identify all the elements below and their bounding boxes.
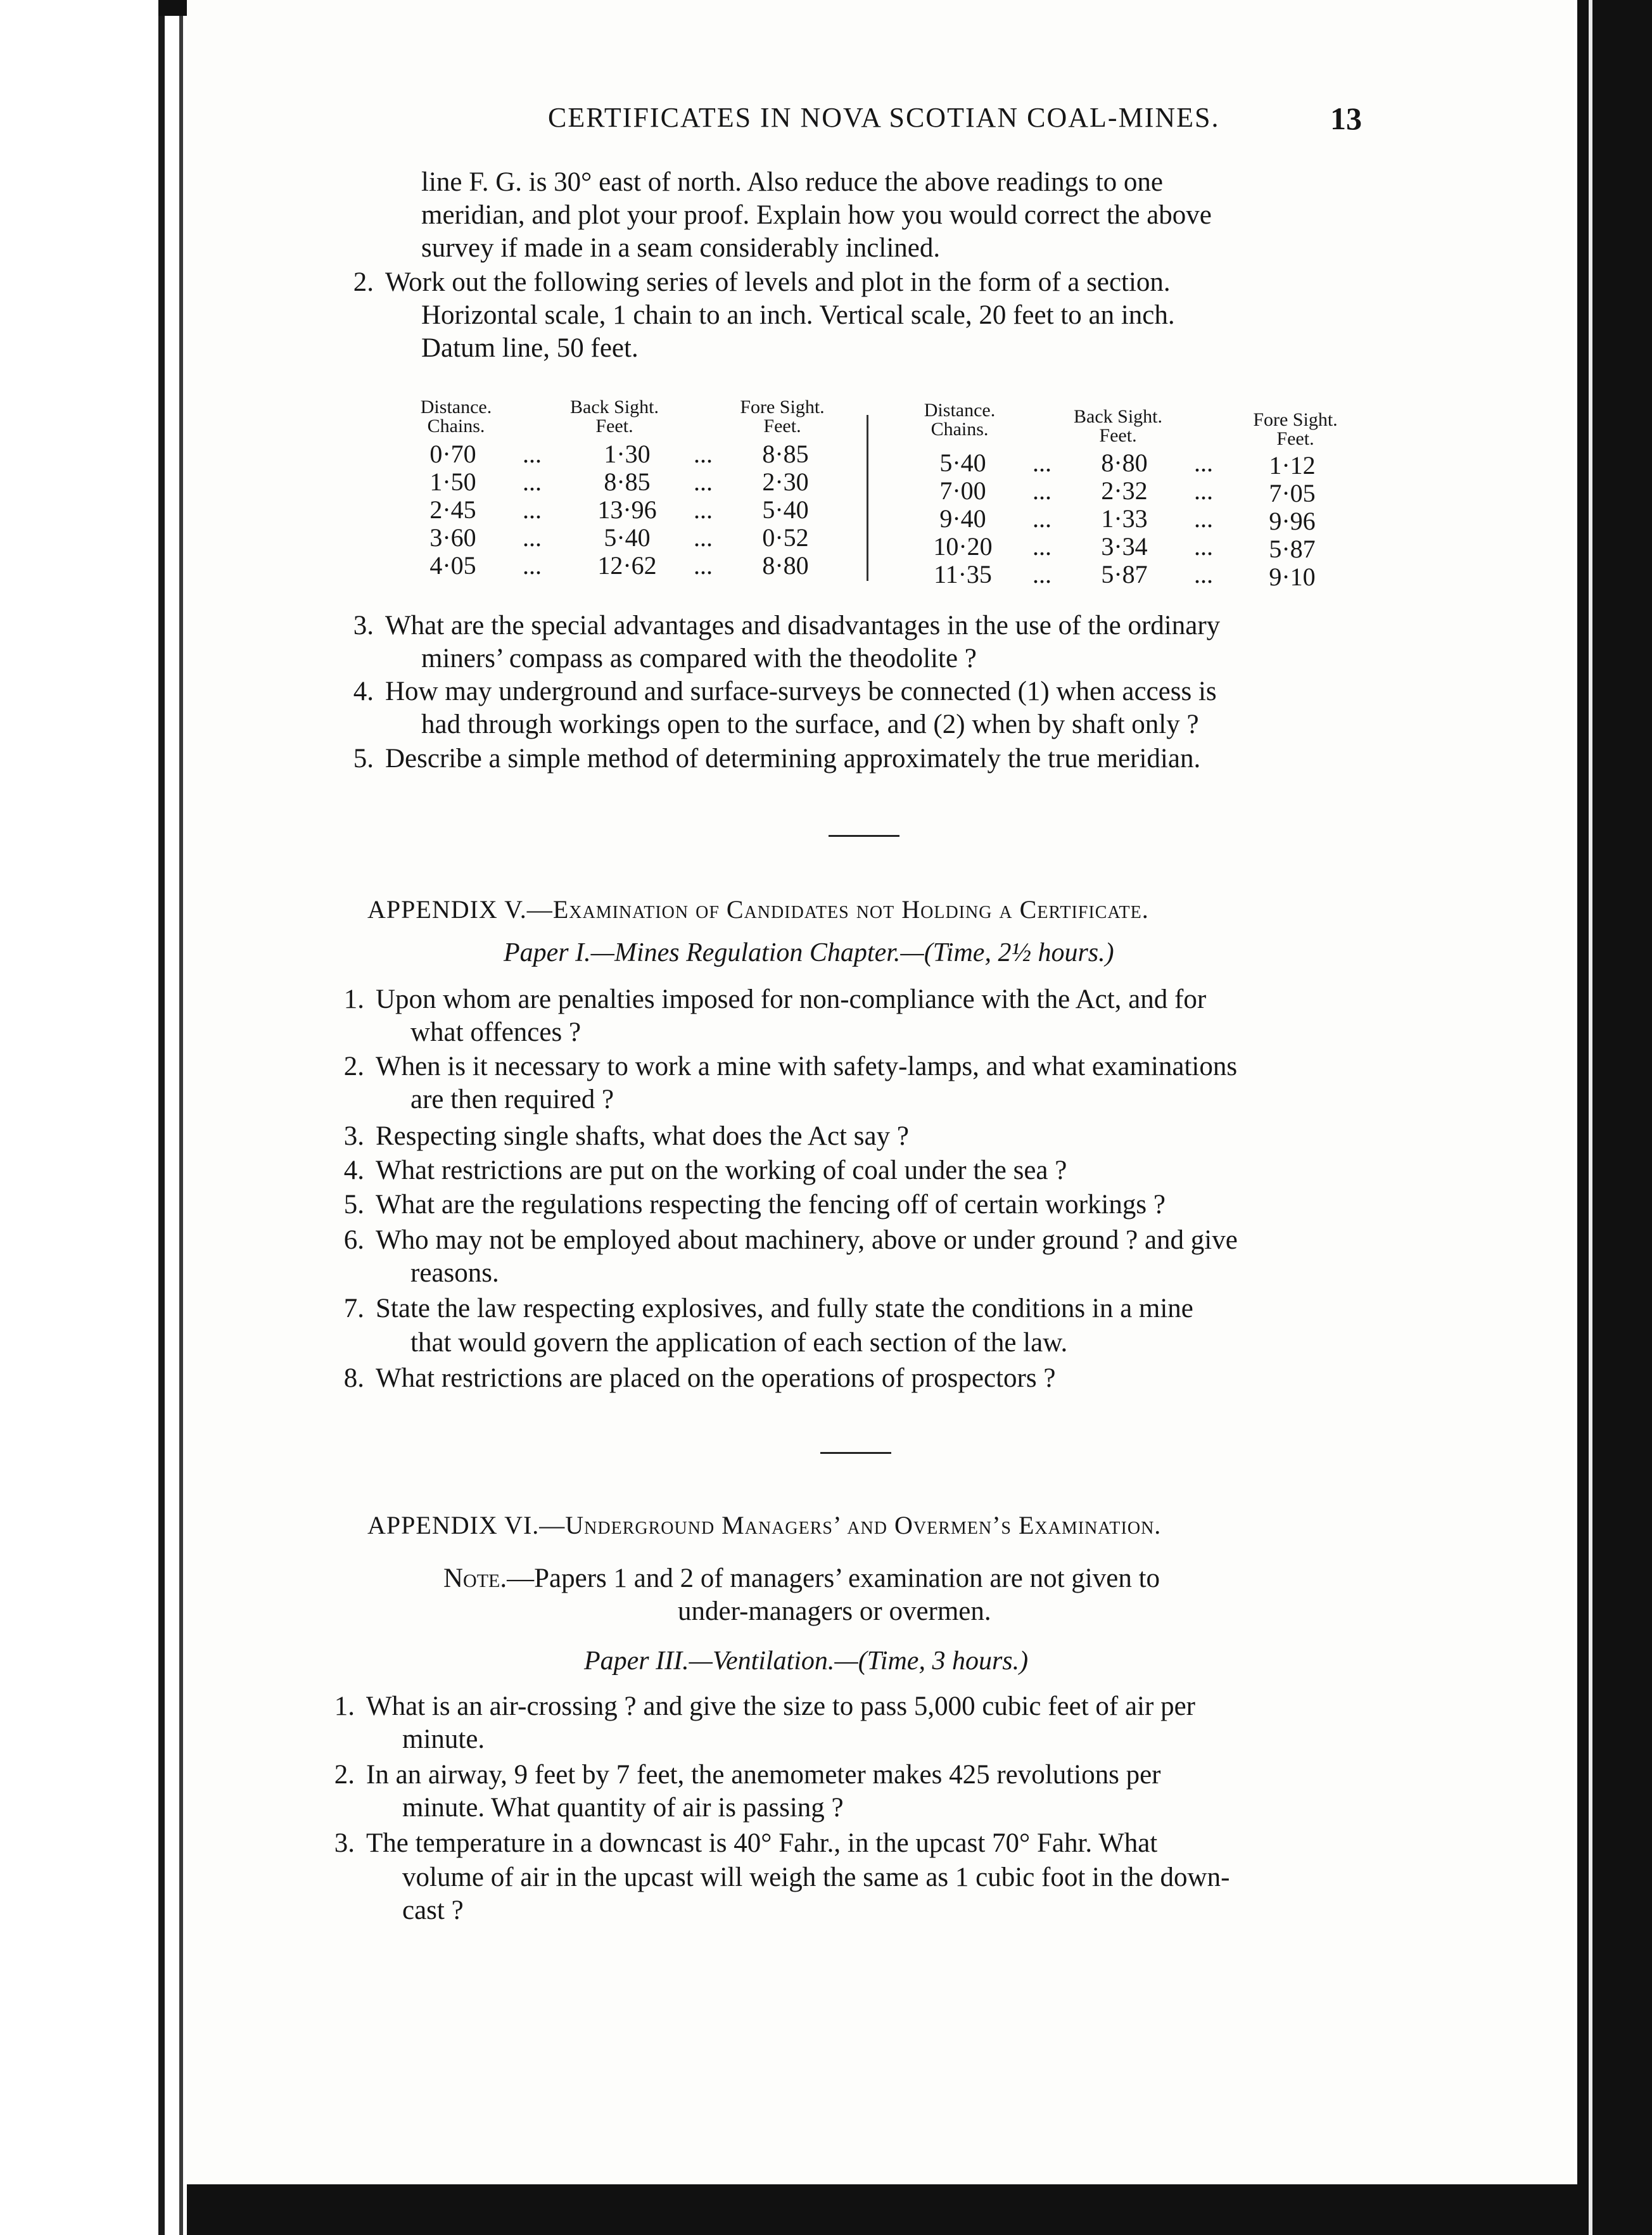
text-line: survey if made in a seam considerably inclined. bbox=[421, 233, 941, 263]
leader-dots: ... bbox=[1032, 560, 1052, 589]
text-line: minute. bbox=[402, 1724, 485, 1754]
question-3: 3. What are the special advantages and disadvantages in the use of the ordinary bbox=[353, 611, 1221, 640]
table-cell: 7·00 bbox=[939, 476, 986, 505]
leader-dots: ... bbox=[523, 440, 542, 468]
table-cell: 5·87 bbox=[1269, 535, 1316, 563]
table-cell: 2·30 bbox=[762, 468, 809, 496]
scan-left-margin bbox=[0, 0, 184, 2235]
section-separator bbox=[820, 1452, 891, 1454]
book-page bbox=[187, 0, 1574, 2235]
table-cell: 4·05 bbox=[429, 551, 476, 580]
question-2: 2. When is it necessary to work a mine with safety-lamps, and what examinations bbox=[343, 1052, 1238, 1081]
table-cell: 5·87 bbox=[1101, 560, 1148, 589]
paper-heading: Paper III.—Ventilation.—(Time, 3 hours.) bbox=[584, 1646, 1029, 1676]
page-number: 13 bbox=[1330, 101, 1362, 136]
scan-bottom-edge bbox=[187, 2184, 1580, 2235]
text-line: Datum line, 50 feet. bbox=[421, 333, 639, 363]
running-head: CERTIFICATES IN NOVA SCOTIAN COAL-MINES. bbox=[548, 102, 1220, 133]
question-8: 8. What restrictions are placed on the operations of prospectors ? bbox=[343, 1363, 1056, 1393]
question-4: 4. How may underground and surface-surveys be connected (1) when access is bbox=[353, 677, 1217, 706]
leader-dots: ... bbox=[1194, 504, 1213, 533]
table-cell: 1·12 bbox=[1269, 451, 1316, 480]
header-back-sight: Back Sight. Feet. bbox=[570, 397, 659, 436]
table-cell: 12·62 bbox=[597, 551, 657, 580]
leader-dots: ... bbox=[1032, 449, 1052, 477]
table-cell: 3·34 bbox=[1101, 532, 1148, 561]
table-cell: 9·96 bbox=[1269, 507, 1316, 535]
text-line: what offences ? bbox=[410, 1017, 581, 1047]
leader-dots: ... bbox=[1194, 476, 1213, 505]
text-line: that would govern the application of each section of the law. bbox=[410, 1328, 1068, 1358]
question-3: 3. The temperature in a downcast is 40° Fahr., in the upcast 70° Fahr. What bbox=[334, 1828, 1158, 1858]
text-line: meridian, and plot your proof. Explain how you would correct the above bbox=[421, 200, 1212, 230]
paper-heading: Paper I.—Mines Regulation Chapter.—(Time, 2½ hours.) bbox=[504, 938, 1114, 967]
text-line: are then required ? bbox=[410, 1085, 614, 1114]
leader-dots: ... bbox=[694, 440, 713, 468]
table-cell: 9·40 bbox=[939, 504, 986, 533]
table-cell: 0·52 bbox=[762, 523, 809, 552]
text-line: cast ? bbox=[402, 1895, 464, 1925]
leader-dots: ... bbox=[694, 468, 713, 496]
text-line: Horizontal scale, 1 chain to an inch. Vertical scale, 20 feet to an inch. bbox=[421, 300, 1175, 330]
header-distance: Distance. Chains. bbox=[420, 397, 492, 436]
leader-dots: ... bbox=[1194, 449, 1213, 477]
leader-dots: ... bbox=[523, 468, 542, 496]
table-cell: 0·70 bbox=[429, 440, 476, 468]
binding-rule-inner bbox=[179, 0, 183, 2235]
table-cell: 5·40 bbox=[762, 495, 809, 524]
question-5: 5. What are the regulations respecting the fencing off of certain workings ? bbox=[343, 1190, 1166, 1219]
leader-dots: ... bbox=[523, 551, 542, 580]
text-line: minute. What quantity of air is passing ? bbox=[402, 1793, 844, 1823]
appendix-vi-heading: APPENDIX VI.—Underground Managers’ and Overmen’s Examination. bbox=[367, 1511, 1162, 1539]
scan-right-edge-line bbox=[1589, 0, 1592, 2235]
text-line: had through workings open to the surface, and (2) when by shaft only ? bbox=[421, 710, 1199, 739]
leader-dots: ... bbox=[1032, 476, 1052, 505]
leader-dots: ... bbox=[694, 551, 713, 580]
table-cell: 5·40 bbox=[939, 449, 986, 477]
table-cell: 3·60 bbox=[429, 523, 476, 552]
table-cell: 10·20 bbox=[933, 532, 993, 561]
table-cell: 11·35 bbox=[934, 560, 992, 589]
leader-dots: ... bbox=[1032, 532, 1052, 561]
table-cell: 8·80 bbox=[762, 551, 809, 580]
question-2 bbox=[339, 266, 1171, 299]
question-text: Work out the following series of levels and plot in the form of a section. bbox=[385, 267, 1171, 297]
note-line: Note.—Papers 1 and 2 of managers’ examination are not given to bbox=[443, 1563, 1160, 1593]
question-number: 2. bbox=[353, 267, 374, 297]
text-line: miners’ compass as compared with the theodolite ? bbox=[421, 644, 977, 673]
leader-dots: ... bbox=[1194, 560, 1213, 589]
table-cell: 7·05 bbox=[1269, 479, 1316, 507]
question-2: 2. In an airway, 9 feet by 7 feet, the anemometer makes 425 revolutions per bbox=[334, 1760, 1161, 1790]
table-cell: 8·80 bbox=[1101, 449, 1148, 477]
leader-dots: ... bbox=[523, 495, 542, 524]
section-separator bbox=[829, 835, 899, 837]
table-cell: 1·33 bbox=[1101, 504, 1148, 533]
column-divider bbox=[867, 415, 868, 581]
header-distance: Distance. Chains. bbox=[924, 400, 996, 440]
leader-dots: ... bbox=[694, 523, 713, 552]
question-1: 1. Upon whom are penalties imposed for non-compliance with the Act, and for bbox=[343, 984, 1207, 1014]
table-cell: 1·30 bbox=[604, 440, 651, 468]
question-3: 3. Respecting single shafts, what does the Act say ? bbox=[343, 1121, 909, 1151]
table-cell: 9·10 bbox=[1269, 563, 1316, 591]
table-cell: 13·96 bbox=[597, 495, 657, 524]
appendix-v-heading: APPENDIX V.—Examination of Candidates not Holding a Certificate. bbox=[367, 895, 1149, 924]
table-cell: 5·40 bbox=[604, 523, 651, 552]
header-fore-sight: Fore Sight. Feet. bbox=[1253, 409, 1338, 449]
question-1: 1. What is an air-crossing ? and give the size to pass 5,000 cubic feet of air per bbox=[334, 1691, 1195, 1721]
leader-dots: ... bbox=[694, 495, 713, 524]
table-cell: 2·32 bbox=[1101, 476, 1148, 505]
table-cell: 2·45 bbox=[429, 495, 476, 524]
question-4: 4. What restrictions are put on the working of coal under the sea ? bbox=[343, 1156, 1067, 1185]
table-cell: 1·50 bbox=[429, 468, 476, 496]
leader-dots: ... bbox=[1032, 504, 1052, 533]
question-5: 5. Describe a simple method of determining approximately the true meridian. bbox=[353, 744, 1201, 774]
text-line: under-managers or overmen. bbox=[678, 1596, 991, 1626]
leader-dots: ... bbox=[1194, 532, 1213, 561]
header-fore-sight: Fore Sight. Feet. bbox=[740, 397, 825, 436]
text-line: volume of air in the upcast will weigh the same as 1 cubic foot in the down- bbox=[402, 1862, 1230, 1892]
question-6: 6. Who may not be employed about machinery, above or under ground ? and give bbox=[343, 1225, 1238, 1255]
text-line: reasons. bbox=[410, 1258, 499, 1288]
table-cell: 8·85 bbox=[604, 468, 651, 496]
table-cell: 8·85 bbox=[762, 440, 809, 468]
text-line: line F. G. is 30° east of north. Also reduce the above readings to one bbox=[421, 167, 1163, 197]
scan-corner bbox=[158, 0, 187, 16]
header-back-sight: Back Sight. Feet. bbox=[1074, 406, 1162, 446]
leader-dots: ... bbox=[523, 523, 542, 552]
question-7: 7. State the law respecting explosives, and fully state the conditions in a mine bbox=[343, 1294, 1193, 1323]
binding-rule-outer bbox=[158, 0, 165, 2235]
